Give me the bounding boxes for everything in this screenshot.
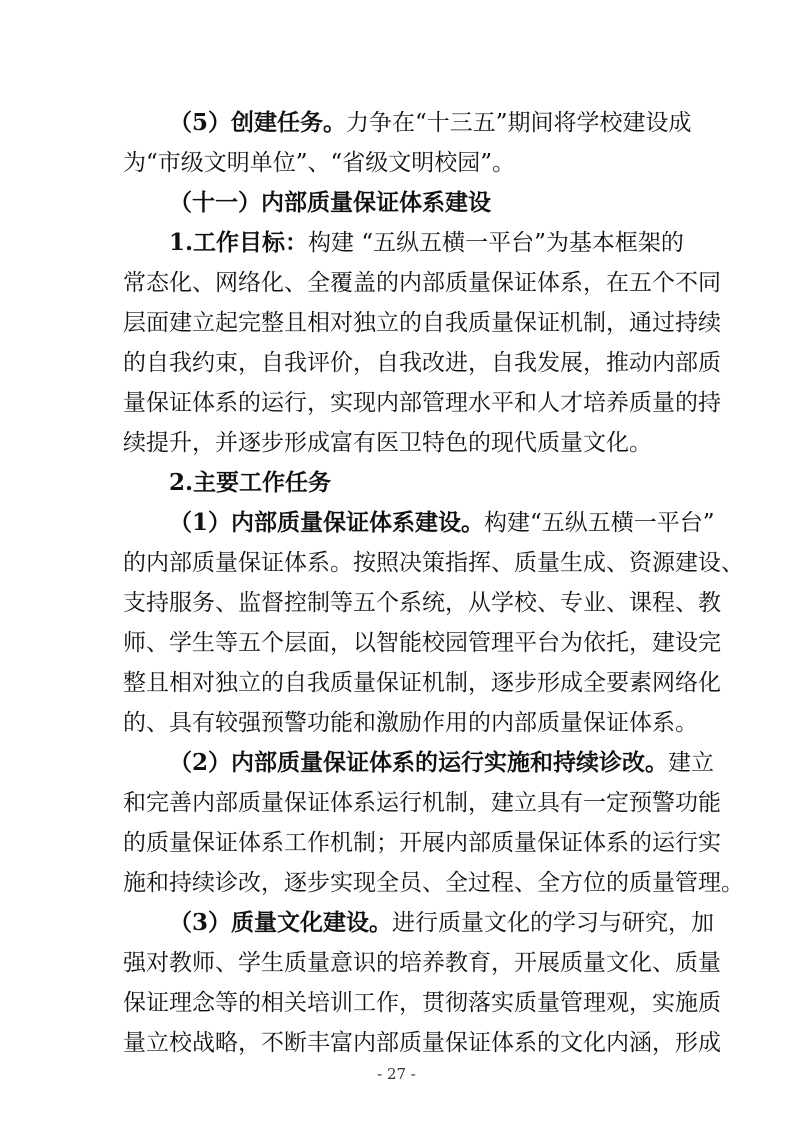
body-line (123, 863, 744, 903)
line-text: 量立校战略，不断丰富内部质量保证体系的文化内涵，形成 (123, 1030, 721, 1056)
line-text: 常态化、网络化、全覆盖的内部质量保证体系，在五个不同 (123, 270, 721, 296)
line-text: 续提升，并逐步形成富有医卫特色的现代质量文化。 (123, 430, 652, 456)
body-line (123, 583, 721, 623)
body-line (123, 903, 715, 943)
section-heading: 2.主要工作任务 (169, 469, 332, 496)
body-line (123, 263, 721, 303)
page-number: - 27 - (377, 1065, 416, 1083)
body-line (123, 983, 721, 1023)
body-line (123, 943, 721, 983)
body-line (123, 1023, 721, 1063)
paragraph-lead: （3）质量文化建设。 (169, 909, 393, 936)
line-text: 建立 (668, 750, 715, 776)
line-text: 师、学生等五个层面，以智能校园管理平台为依托，建设完 (123, 630, 721, 656)
line-text: 层面建立起完整且相对独立的自我质量保证机制，通过持续 (123, 310, 721, 336)
line-text: 的、具有较强预警功能和激励作用的内部质量保证体系。 (123, 710, 698, 736)
body-line (123, 783, 721, 823)
body-line (123, 823, 721, 863)
body-line (123, 623, 721, 663)
paragraph-lead: （2）内部质量保证体系的运行实施和持续诊改。 (169, 749, 669, 776)
paragraph-lead: （1）内部质量保证体系建设。 (169, 509, 485, 536)
line-text: 为“市级文明单位”、“省级文明校园”。 (123, 150, 516, 176)
line-text: 支持服务、监督控制等五个系统，从学校、专业、课程、教 (123, 590, 721, 616)
paragraph-lead: （5）创建任务。 (169, 109, 347, 136)
body-line (123, 743, 715, 783)
body-line (123, 143, 671, 183)
body-line (123, 343, 721, 383)
line-text: 的质量保证体系工作机制；开展内部质量保证体系的运行实 (123, 830, 721, 856)
body-line (123, 383, 721, 423)
paragraph-lead: 1.工作目标： (169, 229, 309, 256)
line-text: 构建 “五纵五横一平台”为基本框架的 (308, 230, 684, 256)
line-text: 施和持续诊改，逐步实现全员、全过程、全方位的质量管理。 (123, 870, 744, 896)
line-text: 的自我约束，自我评价，自我改进，自我发展，推动内部质 (123, 350, 721, 376)
line-text: 构建“五纵五横一平台” (484, 510, 715, 536)
section-heading: （十一）内部质量保证体系建设 (169, 189, 491, 216)
body-line (123, 423, 671, 463)
line-text: 的内部质量保证体系。按照决策指挥、质量生成、资源建设、 (123, 550, 744, 576)
line-text: 强对教师、学生质量意识的培养教育，开展质量文化、质量 (123, 950, 721, 976)
line-text: 进行质量文化的学习与研究，加 (392, 910, 715, 936)
line-text: 保证理念等的相关培训工作，贯彻落实质量管理观，实施质 (123, 990, 721, 1016)
line-text: 整且相对独立的自我质量保证机制，逐步形成全要素网络化 (123, 670, 721, 696)
body-line (123, 303, 721, 343)
line-text: 量保证体系的运行，实现内部管理水平和人才培养质量的持 (123, 390, 721, 416)
line-text: 力争在“十三五”期间将学校建设成 (346, 110, 692, 136)
body-line (123, 663, 721, 703)
body-line (123, 223, 684, 263)
body-line (123, 503, 715, 543)
body-line (123, 103, 692, 143)
line-text: 和完善内部质量保证体系运行机制，建立具有一定预警功能 (123, 790, 721, 816)
body-line (123, 703, 698, 743)
body-line (123, 543, 744, 583)
